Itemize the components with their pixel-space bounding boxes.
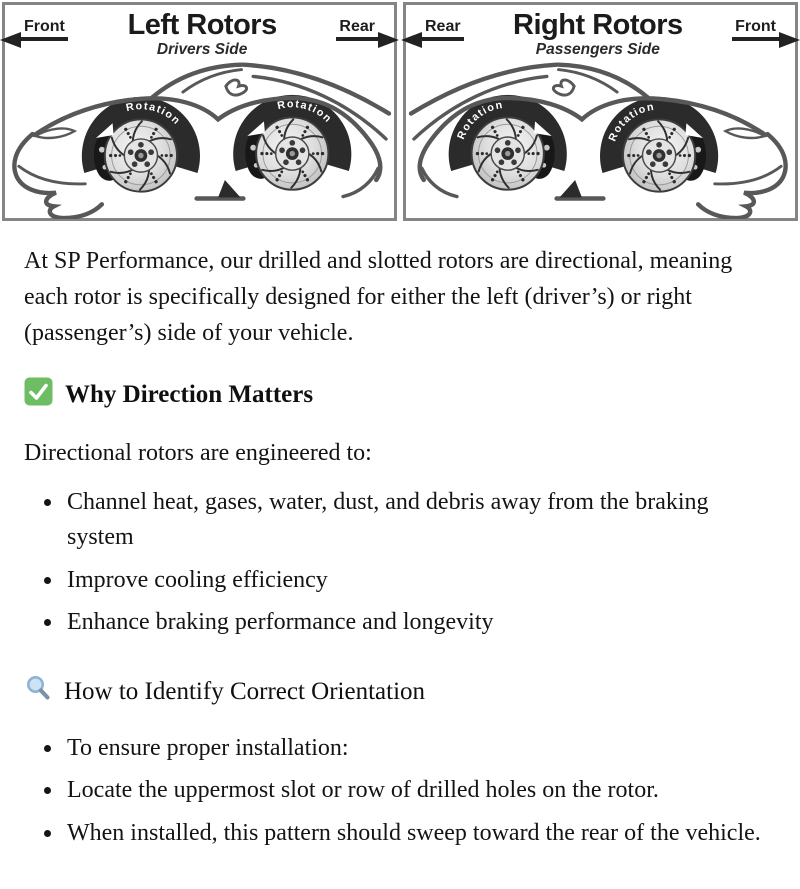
- front-label-text: Front: [735, 18, 776, 35]
- intro-paragraph: At SP Performance, our drilled and slotted rotors are directional, meaning each rotor is specifically designed for either the left (driver’s) or right (passenger’s) side of your vehicle.: [24, 248, 733, 346]
- rotation-label: Rotation: [276, 98, 335, 126]
- front-direction-label: [21, 18, 68, 41]
- left-rotors-panel: [2, 2, 397, 221]
- heading-text: Why Direction Matters: [65, 381, 314, 408]
- rear-direction-label: [336, 18, 378, 41]
- arrow-left-icon: [0, 32, 21, 48]
- right-panel-header: [406, 5, 795, 58]
- check-mark-icon: [24, 377, 53, 413]
- arrow-right-icon: [779, 32, 800, 48]
- right-car-illustration: [406, 53, 795, 219]
- list-item: • Improve cooling efficiency: [64, 563, 772, 598]
- list-item: • To ensure proper installation:: [64, 731, 772, 766]
- why-direction-matters-heading: [24, 377, 772, 413]
- arrow-left-icon: [401, 32, 422, 48]
- right-panel-title-block: [513, 11, 683, 59]
- rear-label-text: Rear: [339, 18, 375, 35]
- panel-title: Left Rotors: [127, 9, 277, 41]
- front-direction-label: [732, 18, 779, 41]
- heading-text: How to Identify Correct Orientation: [64, 677, 426, 705]
- rotor-direction-diagram: [0, 0, 800, 221]
- identify-orientation-heading: [24, 674, 772, 709]
- left-panel-header: [5, 5, 394, 58]
- rear-label-text: Rear: [425, 18, 461, 35]
- list-item: • Locate the uppermost slot or row of drilled holes on the rotor.: [64, 773, 772, 808]
- lead-paragraph: Directional rotors are engineered to:: [24, 440, 372, 466]
- panel-title: Right Rotors: [513, 9, 683, 41]
- right-rotors-panel: [403, 2, 798, 221]
- benefits-list: [24, 485, 772, 640]
- rear-direction-label: [422, 18, 464, 41]
- left-car-illustration: [5, 53, 394, 219]
- rotation-label: Rotation: [455, 98, 505, 142]
- panel-subtitle: Drivers Side: [156, 41, 248, 58]
- rotation-label: Rotation: [124, 100, 183, 128]
- left-panel-title-block: [128, 11, 277, 59]
- rotation-label: Rotation: [606, 100, 656, 144]
- arrow-right-icon: [378, 32, 399, 48]
- magnifying-glass-icon: [24, 674, 52, 709]
- list-item: • Enhance braking performance and longevity: [64, 605, 772, 640]
- front-label-text: Front: [24, 18, 65, 35]
- panel-subtitle: Passengers Side: [535, 41, 660, 58]
- orientation-steps-list: [24, 731, 772, 851]
- list-item: • When installed, this pattern should sweep toward the rear of the vehicle.: [64, 816, 772, 851]
- article-body: [0, 221, 800, 889]
- list-item: • Channel heat, gases, water, dust, and debris away from the braking system: [64, 485, 772, 556]
